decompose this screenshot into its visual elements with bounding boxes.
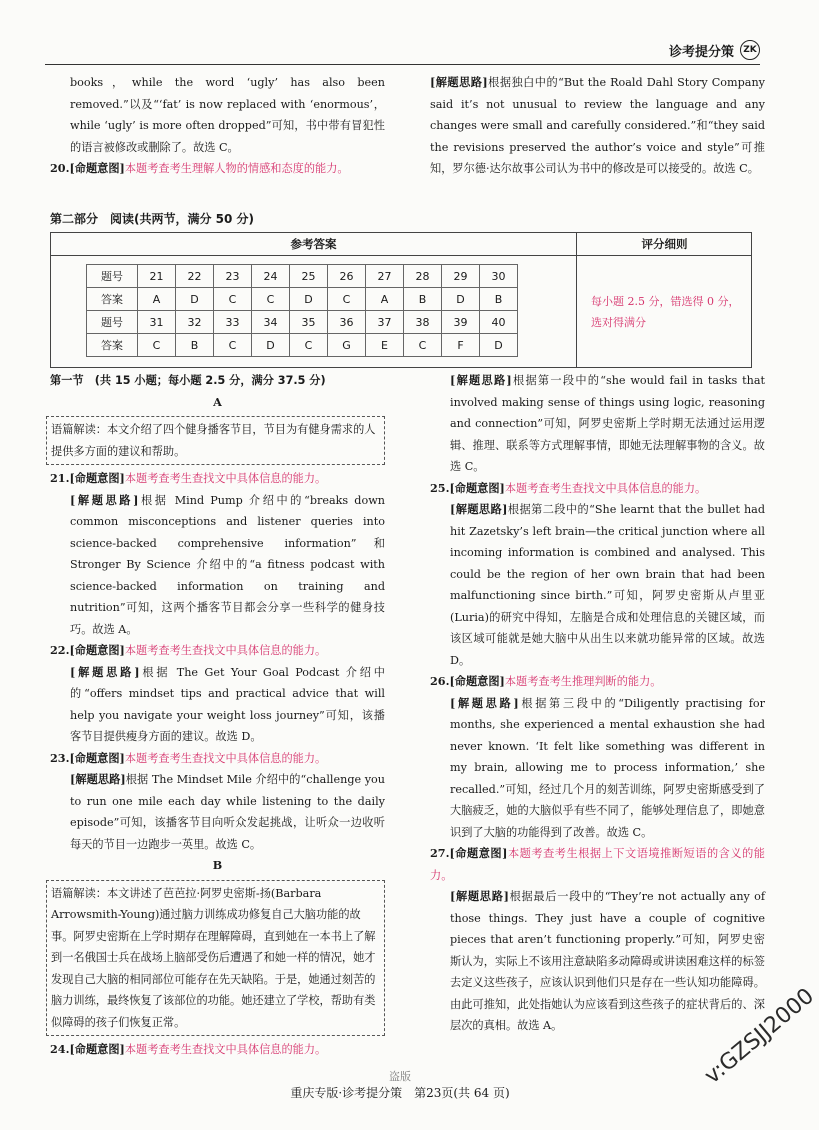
answer-row <box>87 265 518 288</box>
answer-cell: B <box>404 288 442 311</box>
q20-intent <box>50 158 385 180</box>
answer-cell: A <box>366 288 404 311</box>
question-number-cell: 38 <box>404 311 442 334</box>
q22-reasoning-text: 根据 The Get Your Goal Podcast 介绍中的“offers mindset tips and practical advice that will help you navigate your weight loss journey”可知，该播客节目提供瘦身方面的建议。故选 D。 <box>70 665 385 743</box>
q27-number: 27. <box>430 846 450 860</box>
q25-intent-tag: [命题意图] <box>449 480 505 495</box>
answer-cell: G <box>328 334 366 357</box>
answer-row <box>87 311 518 334</box>
q21-reasoning <box>50 490 385 641</box>
q27-intent <box>430 843 765 886</box>
answer-row <box>87 288 518 311</box>
top-left-column <box>50 72 385 180</box>
answer-cell: D <box>176 288 214 311</box>
grading-rule: 每小题 2.5 分，错选得 0 分，选对得满分 <box>591 295 740 329</box>
question-number-cell: 30 <box>480 265 518 288</box>
q23-reasoning-tag: [解题思路] <box>70 772 126 786</box>
q26-reasoning <box>430 693 765 844</box>
q21-number: 21. <box>50 471 70 485</box>
watermark: v:GZSJJ2000 <box>700 983 819 1090</box>
q22-number: 22. <box>50 643 70 657</box>
question-number-cell: 24 <box>252 265 290 288</box>
q23-intent-text: 本题考查考生查找文中具体信息的能力。 <box>124 751 327 765</box>
q22-intent-tag: [命题意图] <box>69 643 125 657</box>
answer-cell: C <box>214 288 252 311</box>
q20-intent-tag: [命题意图] <box>69 161 125 175</box>
question-number-cell: 31 <box>138 311 176 334</box>
q20-number: 20. <box>50 161 70 175</box>
q24-intent-tag: [命题意图] <box>69 1042 125 1056</box>
part-a-heading: A <box>213 394 222 409</box>
q20-reasoning-text: 根据独白中的“But the Roald Dahl Story Company said it’s not unusual to review the language and any changes were small and carefully considered.”和“they said the revisions preserved the author’s voice and style”可推知，罗尔德·达尔故事公司认为书中的修改是可以接受的。故选 C。 <box>430 76 765 175</box>
answer-cell: E <box>366 334 404 357</box>
row-label: 题号 <box>87 265 138 288</box>
q21-intent-text: 本题考查考生查找文中具体信息的能力。 <box>124 472 327 485</box>
q23-reasoning-text: 根据 The Mindset Mile 介绍中的“challenge you to run one mile each day while listening to the daily episode”可知，该播客节目向听众发起挑战，让听众一边收听每天的节目一边跑步一英里。故选 C。 <box>70 773 385 851</box>
summary-a: 语篇解读：本文介绍了四个健身播客节目，节目为有健身需求的人提供多方面的建议和帮助。 <box>46 416 385 465</box>
answer-cell: B <box>480 288 518 311</box>
question-number-cell: 25 <box>290 265 328 288</box>
q26-reasoning-tag: [解题思路] <box>450 695 519 710</box>
q23-intent <box>50 748 385 770</box>
q25-intent-text: 本题考查考生查找文中具体信息的能力。 <box>504 481 707 495</box>
answer-cell: D <box>290 288 328 311</box>
question-number-cell: 29 <box>442 265 480 288</box>
q25-intent <box>430 478 765 500</box>
summary-b: 语篇解读：本文讲述了芭芭拉·阿罗史密斯-扬(Barbara Arrowsmith-Young)通过脑力训练成功修复自己大脑功能的故事。阿罗史密斯在上学时期存在理解障碍，直到她在一本书上了解到一名俄国士兵在战场上脑部受伤后遭遇了和她一样的情况，她才发现自己大脑的相同部位可能存在先天缺陷。于是，她通过刻苦的脑力训练，最终恢复了该部位的功能。她还建立了学校，帮助有类似障碍的孩子们恢复正常。 <box>46 880 385 1037</box>
q23-intent-tag: [命题意图] <box>69 750 125 765</box>
q24-reasoning <box>430 370 765 478</box>
q20-intent-text: 本题考查考生理解人物的情感和态度的能力。 <box>124 162 349 175</box>
answer-row <box>87 334 518 357</box>
question-number-cell: 28 <box>404 265 442 288</box>
q24-number: 24. <box>50 1042 70 1056</box>
row-label: 题号 <box>87 311 138 334</box>
question-number-cell: 35 <box>290 311 328 334</box>
answer-cell: B <box>176 334 214 357</box>
row-label: 答案 <box>87 288 138 311</box>
answer-cell: C <box>404 334 442 357</box>
question-number-cell: 26 <box>328 265 366 288</box>
question-number-cell: 34 <box>252 311 290 334</box>
answer-cell: A <box>138 288 176 311</box>
question-number-cell: 22 <box>176 265 214 288</box>
q25-reasoning-text: 根据第二段中的“She learnt that the bullet had hit Zazetsky’s left brain—the critical junction where all incoming information is combined and analysed. This could be the region of her own brain that had been malfunctioning since birth.”可知，阿罗史密斯从卢里亚(Luria)的研究中得知，左脑是合成和处理信息的关键区域，而该区域可能就是她大脑中从出生以来就功能异常的区域。故选 D。 <box>450 503 766 667</box>
answer-cell: C <box>138 334 176 357</box>
question-number-cell: 37 <box>366 311 404 334</box>
q22-reasoning-tag: [解题思路] <box>70 664 140 679</box>
question-number-cell: 27 <box>366 265 404 288</box>
table-divider <box>576 255 577 367</box>
answer-cell: C <box>328 288 366 311</box>
q23-number: 23. <box>50 750 70 765</box>
answer-cell: D <box>480 334 518 357</box>
q25-reasoning-tag: [解题思路] <box>450 502 508 516</box>
question-number-cell: 39 <box>442 311 480 334</box>
answer-table-box <box>50 232 752 368</box>
answer-cell: D <box>442 288 480 311</box>
answer-header-right: 评分细则 <box>576 233 752 255</box>
q24-intent <box>50 1039 385 1061</box>
page-header <box>669 40 760 60</box>
q22-intent-text: 本题考查考生查找文中具体信息的能力。 <box>124 644 327 657</box>
q27-reasoning-tag: [解题思路] <box>450 889 509 903</box>
page-footer: 重庆专版·诊考提分策 第23页(共 64 页) <box>290 1086 510 1100</box>
header-title: 诊考提分策 <box>668 44 734 60</box>
q21-intent-tag: [命题意图] <box>69 471 125 485</box>
lower-right-column <box>430 370 765 1037</box>
q20-reasoning <box>430 72 765 180</box>
q27-reasoning <box>430 886 765 1037</box>
question-number-cell: 23 <box>214 265 252 288</box>
piracy-stamp: 盗版 <box>389 1070 411 1083</box>
q24-reasoning-tag: [解题思路] <box>450 373 512 387</box>
q26-intent-tag: [命题意图] <box>449 674 505 688</box>
q24-intent-text: 本题考查考生查找文中具体信息的能力。 <box>124 1043 327 1056</box>
answer-cell: C <box>290 334 328 357</box>
q21-intent <box>50 468 385 490</box>
question-number-cell: 32 <box>176 311 214 334</box>
answer-cell: F <box>442 334 480 357</box>
answer-cell: C <box>214 334 252 357</box>
answer-table-header <box>51 233 751 256</box>
q22-reasoning <box>50 662 385 748</box>
answer-header-left: 参考答案 <box>290 237 337 251</box>
q27-intent-tag: [命题意图] <box>449 846 508 860</box>
lower-left-column <box>50 370 385 1061</box>
q19-explanation-tail: books，while the word ‘ugly’ has also been removed.”以及“‘fat’ is now replaced with ‘enormous’，while ‘ugly’ is more often dropped”可知，书中带有冒犯性的语言被修改或删除了。故选 C。 <box>70 76 385 154</box>
q22-intent <box>50 640 385 662</box>
q21-reasoning-text: 根据 Mind Pump 介绍中的“breaks down common misconceptions and listener queries into science-backed comprehensive information”和 Stronger By Science 介绍中的“a fitness podcast with science-backed information on training and nutrition”可知，这两个播客节目都会分享一些科学的健身技巧。故选 A。 <box>70 493 385 636</box>
q27-reasoning-text: 根据最后一段中的“They’re not actually any of those things. They just have a couple of cognitive pieces that aren’t functioning properly.”可知，阿罗史密斯认为，实际上不该用注意缺陷多动障碍或讲读困难这样的标签去定义这些孩子，应该认识到他们只是存在一些认知功能障碍。由此可推知，此处指她认为应该看到这些孩子的症状背后的、深层次的真相。故选 A。 <box>450 890 765 1032</box>
q26-number: 26. <box>430 674 450 688</box>
answer-cell: C <box>252 288 290 311</box>
section1-title: 第一节 (共 15 小题；每小题 2.5 分，满分 37.5 分) <box>50 374 326 387</box>
answer-cell: D <box>252 334 290 357</box>
header-divider <box>45 64 760 65</box>
question-number-cell: 21 <box>138 265 176 288</box>
top-right-column <box>430 72 765 180</box>
q25-number: 25. <box>430 480 450 495</box>
q25-reasoning <box>430 499 765 671</box>
part-b-heading: B <box>212 858 223 872</box>
section2-title: 第二部分 阅读(共两节，满分 50 分) <box>50 212 255 226</box>
q21-reasoning-tag: [解题思路] <box>70 492 139 507</box>
q23-reasoning <box>50 769 385 855</box>
q24-reasoning-text: 根据第一段中的“she would fail in tasks that involved making sense of things using logic, reasoning and connection”可知，阿罗史密斯上学时期无法通过运用逻辑、推理、联系等方式理解事情，即她无法理解事物的含义。故选 C。 <box>450 374 765 473</box>
question-number-cell: 40 <box>480 311 518 334</box>
q26-intent <box>430 671 765 693</box>
answer-table <box>86 264 518 357</box>
q27-intent-text: 本题考查考生根据上下文语境推断短语的含义的能力。 <box>430 847 765 882</box>
q26-reasoning-text: 根据第三段中的“Diligently practising for months, she experienced a mental exhaustion she had never known. ‘It felt like something was different in my brain, allowing me to process information,’ she recalled.”可知，经过几个月的刻苦训练，阿罗史密斯感受到了大脑疲乏，她的大脑似乎有些不同了，能够处理信息了，即她意识到了大脑的功能得到了改善。故选 C。 <box>450 696 765 839</box>
brand-logo-icon: ZK <box>740 40 760 60</box>
question-number-cell: 36 <box>328 311 366 334</box>
q26-intent-text: 本题考查考生推理判断的能力。 <box>504 675 662 688</box>
row-label: 答案 <box>87 334 138 357</box>
question-number-cell: 33 <box>214 311 252 334</box>
q20-reasoning-tag: [解题思路] <box>430 75 488 89</box>
